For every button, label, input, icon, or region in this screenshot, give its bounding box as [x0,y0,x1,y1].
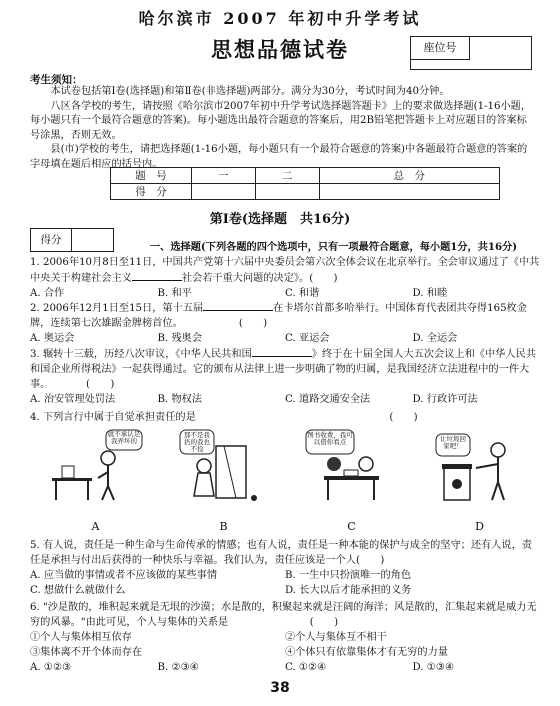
option-a[interactable]: A. 合作 [30,288,65,299]
picture-label: A [91,520,100,533]
notice-paragraph: 八区各学校的考生，请按照《哈尔滨市2007年初中升学考试选择题答题卡》上的要求做选择题(1-16小题，每小题只有一个最符合题意的答案)。每小题选出最符合题意的答案后，用2B铅笔把答题卡上对应题目的答案标号涂黑，否则无效。 [30,100,532,141]
picture-label: D [475,520,484,533]
score-table-cell: 题 号 [111,168,192,184]
seat-number-label: 座位号 [411,37,470,60]
question-stem: 6. "沙是散的，堆积起来就是无垠的沙漠；水是散的，积聚起来就是汪阔的海洋；风是散的，汇集起来就是威力无穷的风暴。"由此可见，个人与集体的关系是 ( ) [30,602,537,628]
picture-c[interactable] [304,428,399,533]
statement-item: ④个体只有依靠集体才有无穷的力量 [285,647,448,658]
statement-item: ①个人与集体相互依存 [30,632,132,643]
statement-item: ②个人与集体互不相干 [285,632,387,643]
score-table-header-row [111,168,500,184]
section-score-label: 得分 [31,229,72,251]
question-1 [30,255,540,301]
option-d[interactable]: D. 长大以后才能承担的义务 [285,585,412,596]
option-c[interactable]: C. 想做什么就做什么 [30,585,126,596]
speech-bubble: 那不是我扔的我也不捡 [184,431,210,453]
option-c[interactable]: C. ①②④ [285,662,327,673]
section-score-box[interactable] [30,228,114,252]
option-d[interactable]: D. 全运会 [412,333,458,344]
answer-blank[interactable] [203,300,273,311]
question-stem: 1. 2006年10月8日至11日，中国共产党第十六届中央委员会第六次全体会议在北京举行。全会审议通过了《中共中央关于构建社会主义 [30,257,540,284]
option-c[interactable]: C. 亚运会 [285,333,330,344]
score-table-cell: 总 分 [319,168,499,184]
option-c[interactable]: C. 道路交通安全法 [285,394,371,405]
picture-label: B [219,520,228,533]
picture-label: C [347,520,356,533]
exam-title-line1: 哈尔滨市 2007 年初中升学考试 [138,9,422,28]
options-row [30,331,540,346]
options-row [30,392,540,407]
option-b[interactable]: B. 一生中只扮演唯一的角色 [285,570,412,581]
notice-paragraph: 县(市)学校的考生，请把选择题(1-16小题，每小题只有一个最符合题意的答案)中各题最符合题意的答案的字母填在题后相应的括号内。 [30,144,528,170]
exam-title-line2: 思想品德试卷 [211,37,349,62]
option-b[interactable]: B. 和平 [157,288,192,299]
question-stem: 4. 下列言行中属于自觉承担责任的是 ( ) [30,412,418,423]
options-row [30,286,540,301]
statements-row [30,645,540,660]
option-a[interactable]: A. 应当做的事情或者不应该做的某些事情 [30,570,218,581]
question-6 [30,600,540,675]
options-row [30,583,540,598]
question-5 [30,538,540,598]
option-a[interactable]: A. 治安管理处罚法 [30,394,116,405]
option-b[interactable]: B. 残奥会 [157,333,203,344]
part1-title: 第Ⅰ卷(选择题 共16分) [209,212,351,227]
score-input-cell[interactable] [192,184,256,200]
option-b[interactable]: B. 物权法 [157,394,203,405]
picture-a[interactable] [48,428,143,533]
speech-bubble: 让垃圾回家吧！ [440,435,466,450]
question-stem: 》终于在十届全国人大五次会议上和《中华人民共和国企业所得税法》一起获得通过。它的颁布从法律上进一步明确了物的归属，是我国经济立法进程中的一件大事。 ( ) [30,349,536,390]
options-row [30,660,540,675]
score-table-score-row [111,184,500,200]
speech-bubble: 就不承认是我弄坏的 [107,430,141,445]
option-d[interactable]: D. 和睦 [412,288,448,299]
question-stem: 社会若干重大问题的决定》。( ) [181,273,338,284]
picture-b[interactable] [176,428,271,533]
question-2 [30,300,540,346]
answer-blank[interactable] [252,346,312,357]
score-input-cell[interactable] [319,184,499,200]
statement-item: ③集体离不开个体而存在 [30,647,143,658]
question-stem: 3. 辗转十三载，历经八次审议，《中华人民共和国 [30,349,252,360]
score-table-cell: 得 分 [111,184,192,200]
question-3 [30,346,540,407]
question-4 [30,410,540,425]
question-stem: 在卡塔尔首都多哈举行。中国体育代表团共夺得165枚金牌，连续第七次雄踞金牌榜首位。 ( ) [30,303,527,329]
option-a[interactable]: A. 奥运会 [30,333,75,344]
notice-heading: 考生须知： [30,74,83,86]
notice-body [30,85,535,172]
picture-d[interactable] [432,428,527,533]
question-stem: 5. 有人说，责任是一种生命与生命传承的情感；也有人说，责任是一种本能的保护与成全的坚守；还有人说，责任是承担与付出后获得的一种快乐与幸福。我们认为，责任应该是一个人( ) [30,540,532,566]
speech-bubble: 图书收费，我可以借你看点 [307,431,353,446]
score-input-cell[interactable] [255,184,319,200]
score-table [110,167,500,200]
score-table-cell: 二 [255,168,319,184]
question-4-pictures [48,428,528,538]
option-b[interactable]: B. ②③④ [157,662,199,673]
option-c[interactable]: C. 和谐 [285,288,320,299]
option-d[interactable]: D. ①③④ [412,662,455,673]
options-row [30,568,540,583]
seat-number-box[interactable] [410,36,532,70]
option-a[interactable]: A. ①②③ [30,662,72,673]
notice-paragraph: 本试卷包括第Ⅰ卷(选择题)和第Ⅱ卷(非选择题)两部分。满分为30分，考试时间为40分钟。 [50,86,450,97]
section1-instructions: 一、选择题(下列各题的四个选项中，只有一项最符合题意，每小题1分，共16分) [150,241,518,253]
statements-row [30,630,540,645]
question-stem: 2. 2006年12月1日至15日，第十五届 [30,303,204,314]
page-number: 38 [270,680,290,696]
answer-blank[interactable] [132,270,182,281]
option-d[interactable]: D. 行政许可法 [412,394,478,405]
score-table-cell: 一 [192,168,256,184]
